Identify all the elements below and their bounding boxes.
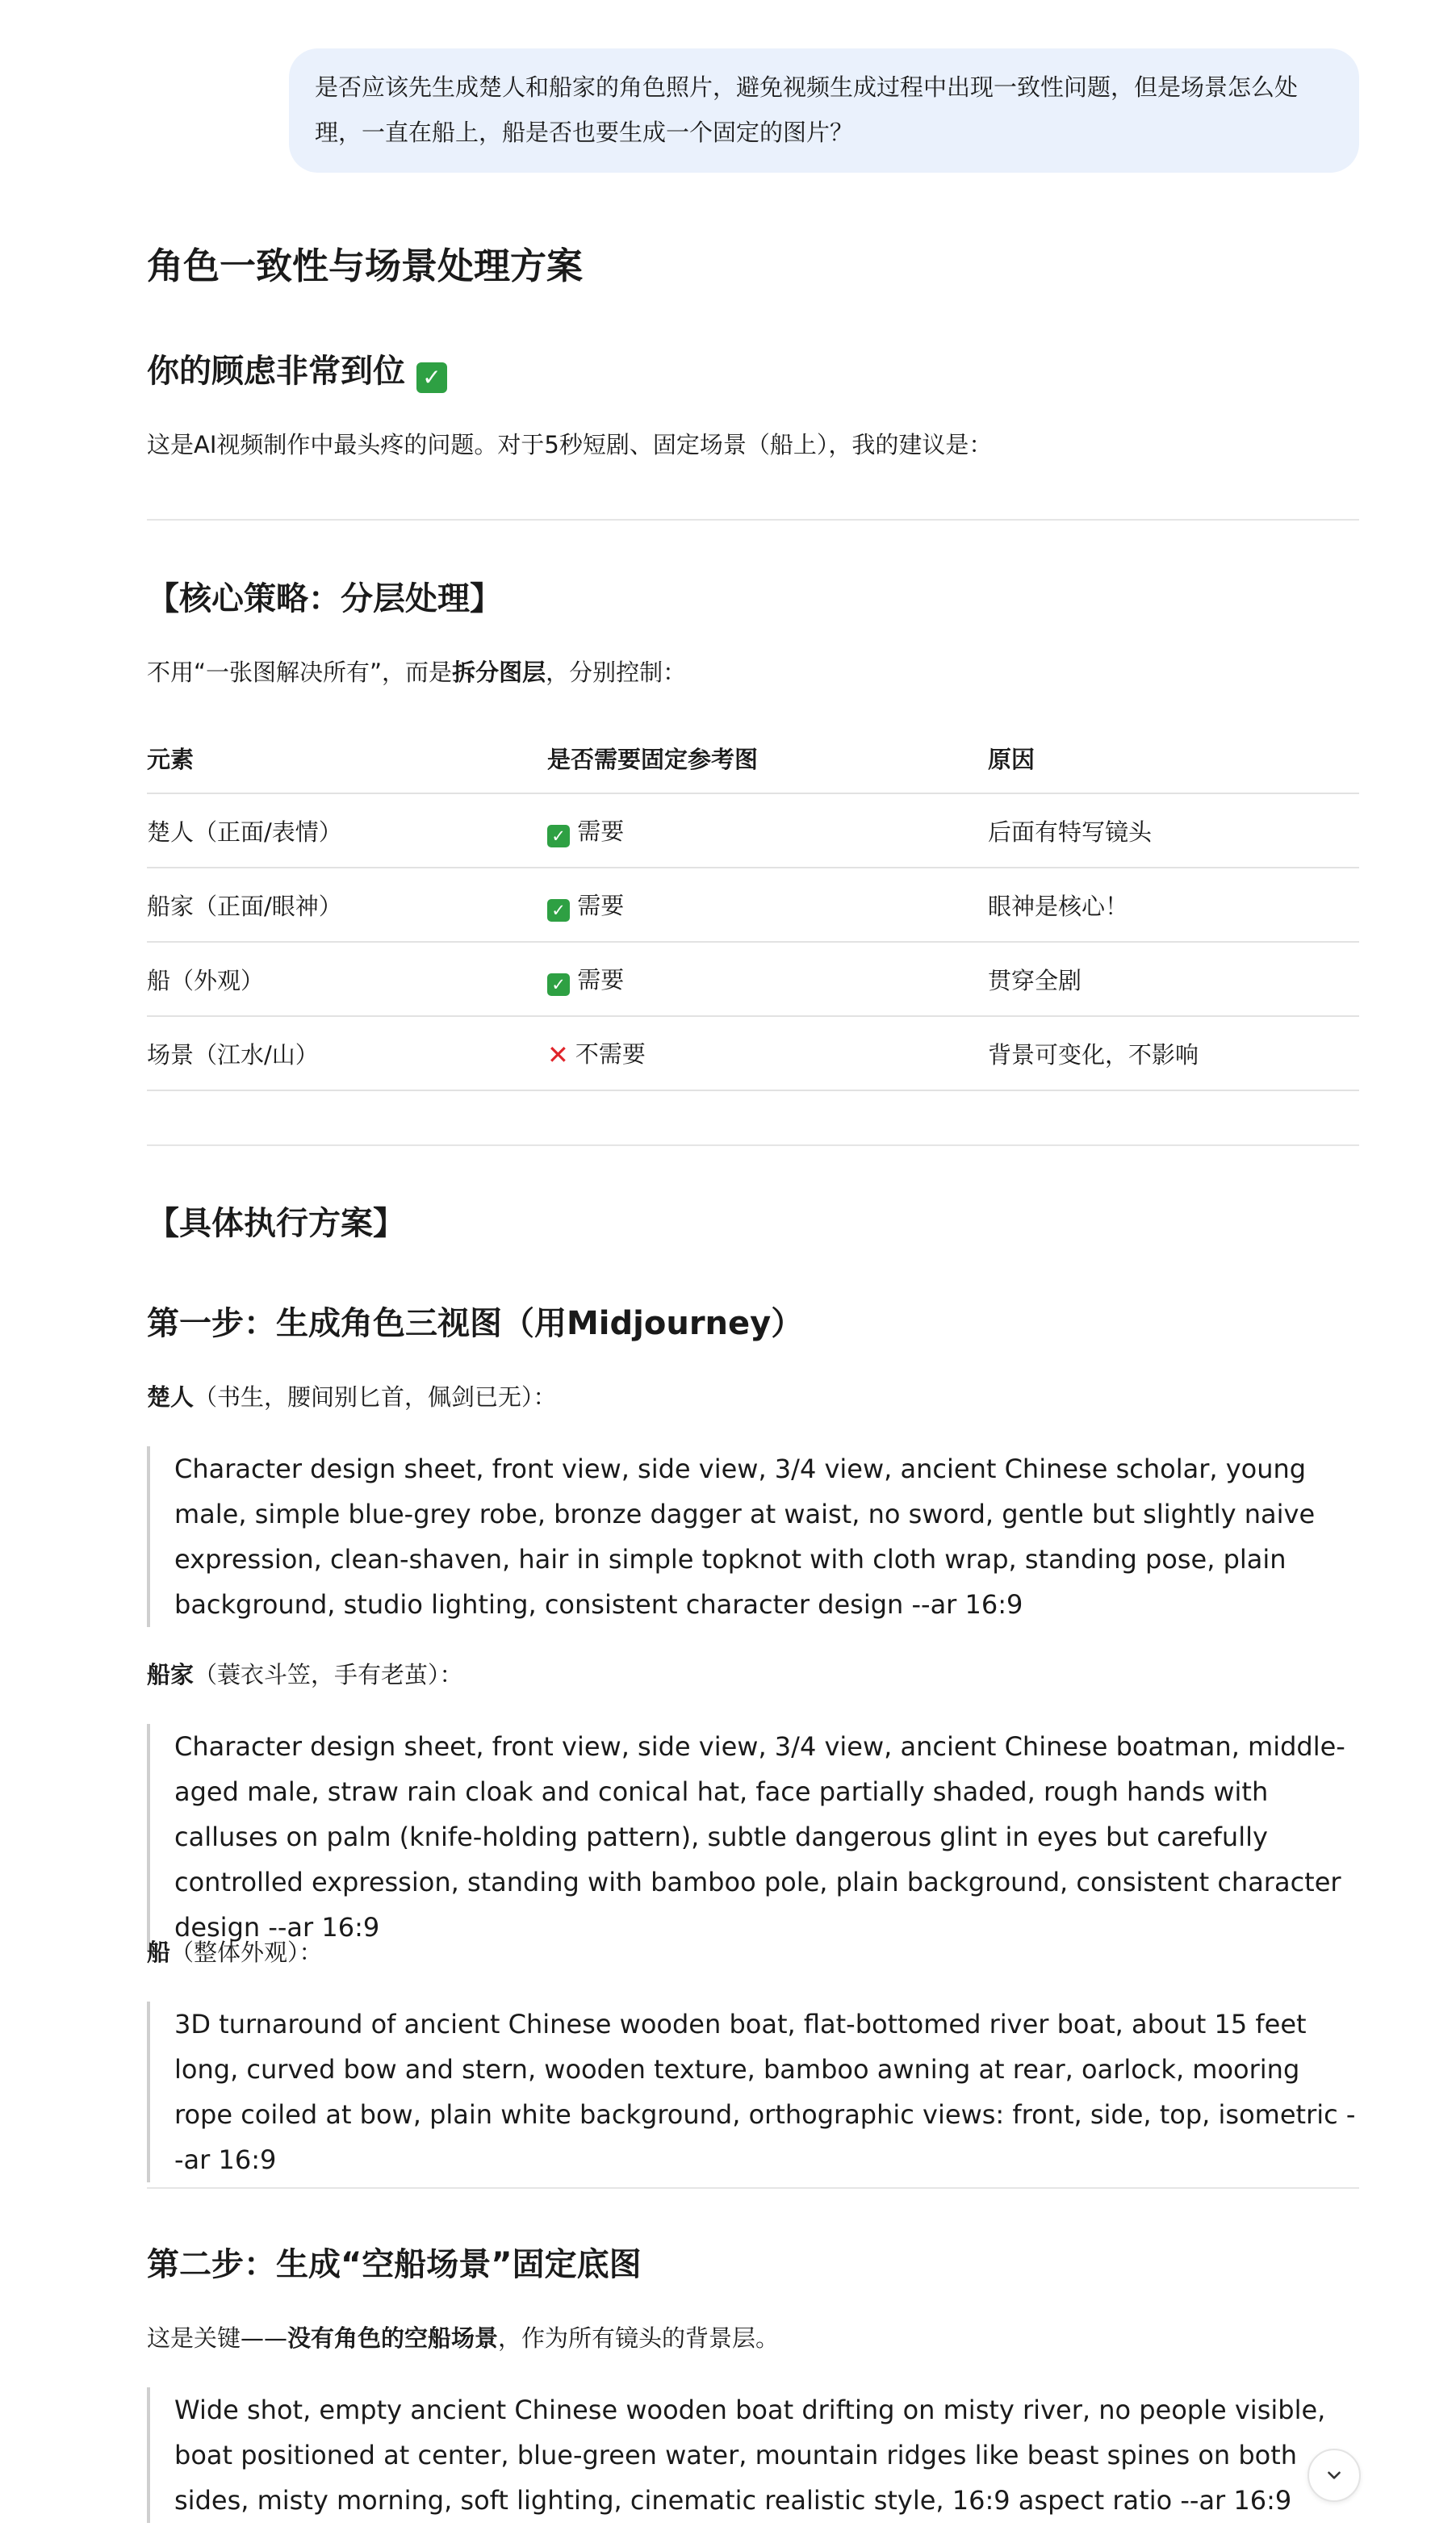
boatman-prompt-text: Character design sheet, front view, side view, 3/4 view, ancient Chinese boatman, middle-aged male, straw rain cloak and conical hat, face partially shaded, rough hands with calluses on palm (knife-holding pattern), subtle dangerous glint in eyes but carefully controlled expression, standing with bamboo pole, plain background, consistent character design --ar 16:9: [174, 1731, 1345, 1943]
chuman-prompt-quote: [147, 1446, 1359, 1627]
step1-heading: 第一步：生成角色三视图（用Midjourney）: [147, 1305, 804, 1342]
chuman-prompt-text: Character design sheet, front view, side view, 3/4 view, ancient Chinese scholar, young male, simple blue-grey robe, bronze dagger at waist, no sword, gentle but slightly naive expression, clean-shaven, hair in simple topknot with cloth wrap, standing pose, plain background, studio lighting, consistent character design --ar 16:9: [174, 1454, 1316, 1620]
empty-boat-prompt-quote: [147, 2387, 1359, 2523]
boatman-prompt-quote: [147, 1724, 1359, 1950]
strategy-desc-post: ，分别控制：: [546, 659, 687, 686]
step2-desc-bold: 没有角色的空船场景: [287, 2324, 499, 2352]
table-row: [147, 942, 1359, 1016]
status-text: 需要: [577, 966, 625, 994]
table-cell-status: [547, 942, 988, 1016]
table-cell-status: [547, 868, 988, 942]
strategy-heading: 【核心策略：分层处理】: [147, 580, 502, 617]
table-row: [147, 868, 1359, 942]
table-row: [147, 1016, 1359, 1090]
table-cell-element: 船家（正面/眼神）: [147, 868, 547, 942]
divider: [147, 2187, 1359, 2189]
table-cell-status: [547, 1016, 988, 1090]
user-message-text: 是否应该先生成楚人和船家的角色照片，避免视频生成过程中出现一致性问题，但是场景怎么处理，一直在船上，船是否也要生成一个固定的图片？: [315, 73, 1299, 146]
table-header-row: [147, 723, 1359, 793]
empty-boat-prompt-text: Wide shot, empty ancient Chinese wooden boat drifting on misty river, no people visible, boat positioned at center, blue-green water, mountain ridges like beast spines on both sides, misty morning, soft lighting, cinematic realistic style, 16:9 aspect ratio --ar 16:9: [174, 2395, 1326, 2516]
boatman-desc: （蓑衣斗笠，手有老茧）：: [194, 1661, 463, 1688]
boat-label-line: [147, 1934, 323, 1971]
boat-prompt-text: 3D turnaround of ancient Chinese wooden boat, flat-bottomed river boat, about 15 feet long, curved bow and stern, wooden texture, bamboo awning at rear, oarlock, mooring rope coiled at bow, plain white background, orthographic views: front, side, top, isometric --ar 16:9: [174, 2009, 1356, 2175]
table-cell-reason: 后面有特写镜头: [988, 793, 1359, 868]
boatman-label-line: [147, 1656, 463, 1693]
concern-heading: [147, 349, 447, 394]
scroll-to-bottom-button[interactable]: [1307, 2449, 1361, 2502]
status-text: 需要: [577, 818, 625, 845]
chuman-label-line: [147, 1378, 557, 1416]
boat-desc: （整体外观）：: [170, 1939, 323, 1966]
table-cell-element: 船（外观）: [147, 942, 547, 1016]
table-cell-reason: 贯穿全剧: [988, 942, 1359, 1016]
table-header-reason: 原因: [988, 723, 1359, 793]
check-mark-button-icon: ✓: [547, 825, 570, 847]
intro-text: 这是AI视频制作中最头疼的问题。对于5秒短剧、固定场景（船上），我的建议是：: [147, 431, 993, 458]
chevron-down-icon: [1324, 2465, 1345, 2486]
user-message-bubble: [289, 48, 1359, 173]
strategy-description: [147, 654, 686, 691]
boat-prompt-quote: [147, 2002, 1359, 2182]
concern-heading-text: 你的顾虑非常到位: [147, 353, 405, 390]
plan-heading: 【具体执行方案】: [147, 1205, 405, 1242]
step2-desc-post: ，作为所有镜头的背景层。: [498, 2324, 780, 2352]
table-cell-reason: 眼神是核心！: [988, 868, 1359, 942]
check-mark-button-icon: ✓: [547, 899, 570, 922]
table-cell-element: 场景（江水/山）: [147, 1016, 547, 1090]
step2-heading: 第二步：生成“空船场景”固定底图: [147, 2246, 642, 2283]
strategy-desc-pre: 不用“一张图解决所有”，而是: [147, 659, 453, 686]
strategy-desc-bold: 拆分图层: [452, 659, 546, 686]
table-header-element: 元素: [147, 723, 547, 793]
table-cell-reason: 背景可变化，不影响: [988, 1016, 1359, 1090]
step2-desc-pre: 这是关键——: [147, 2324, 288, 2352]
boatman-label: 船家: [147, 1661, 195, 1688]
table-header-reference: 是否需要固定参考图: [547, 723, 988, 793]
table-cell-element: 楚人（正面/表情）: [147, 793, 547, 868]
check-mark-button-icon: ✓: [416, 362, 447, 393]
check-mark-button-icon: ✓: [547, 973, 570, 996]
elements-table: [147, 723, 1359, 1091]
table-cell-status: [547, 793, 988, 868]
status-text: 需要: [577, 892, 625, 919]
chuman-desc: （书生，腰间别匕首，佩剑已无）：: [194, 1383, 557, 1411]
chuman-label: 楚人: [147, 1383, 195, 1411]
status-text: 不需要: [575, 1040, 646, 1068]
table-row: [147, 793, 1359, 868]
cross-mark-icon: ✕: [547, 1040, 569, 1070]
response-title: 角色一致性与场景处理方案: [147, 245, 584, 287]
step2-description: [147, 2320, 779, 2357]
boat-label: 船: [147, 1939, 171, 1966]
divider: [147, 1144, 1359, 1146]
divider: [147, 519, 1359, 521]
